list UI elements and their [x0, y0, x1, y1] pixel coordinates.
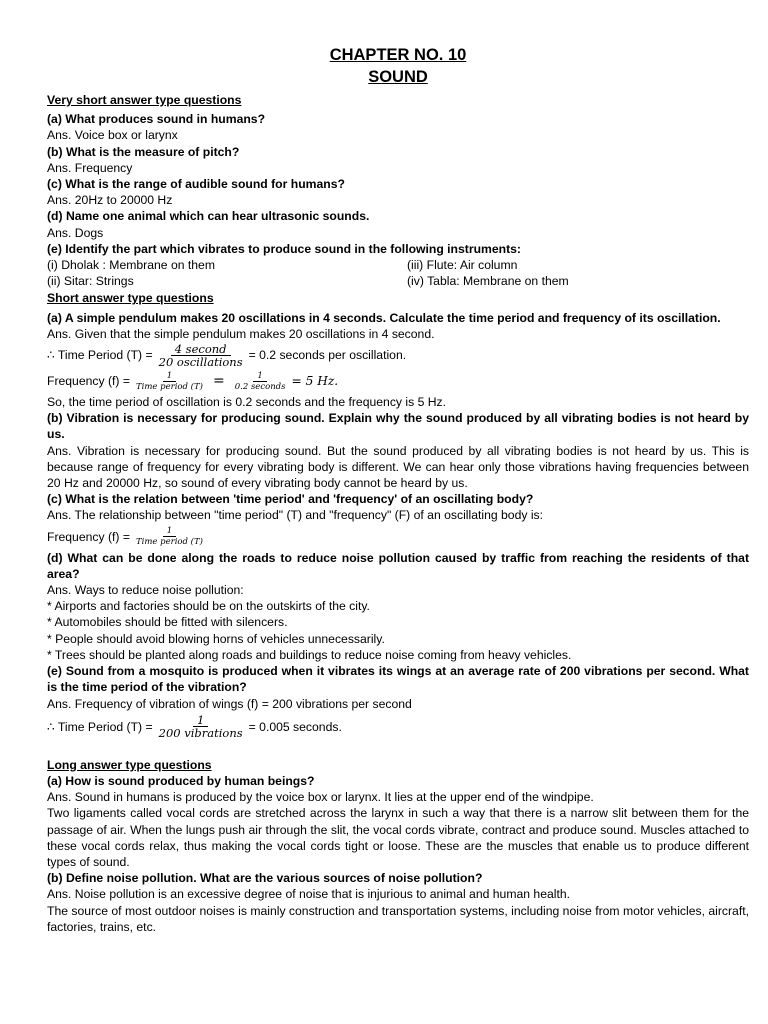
question: (c) What is the range of audible sound for humans?: [47, 177, 345, 192]
formula-label: Frequency (f) =: [47, 373, 130, 388]
denominator: Time period (T): [135, 381, 203, 392]
formula-result: = 0.005 seconds.: [248, 719, 342, 734]
equals-sign: =: [212, 372, 225, 389]
question: (a) A simple pendulum makes 20 oscillations in 4 seconds. Calculate the time period and frequency of its oscillation.: [47, 310, 721, 325]
question: (d) What can be done along the roads to reduce noise pollution caused by traffic from reaching the residents of that area?: [47, 550, 749, 581]
answer: Ans. Frequency of vibration of wings (f) = 200 vibrations per second: [47, 696, 412, 711]
bullet-item: * Trees should be planted along roads and buildings to reduce noise coming from heavy vehicles.: [47, 647, 572, 662]
numerator: 1: [163, 526, 176, 537]
question: (e) Sound from a mosquito is produced when it vibrates its wings at an average rate of 200 vibrations per second. What is the time period of the vibration?: [47, 664, 749, 695]
question: (b) Define noise pollution. What are the various sources of noise pollution?: [47, 871, 483, 886]
denominator: 20 oscillations: [158, 354, 243, 369]
document-page: [47, 44, 749, 935]
section-heading-long: Long answer type questions: [47, 757, 212, 772]
numerator: 1: [193, 714, 208, 727]
formula-result: = 5 Hz.: [291, 373, 339, 388]
frequency-relation-formula: [47, 524, 749, 550]
very-short-qa-list: [47, 111, 749, 289]
answer: Ans. Frequency: [47, 160, 133, 175]
bullet-item: * Automobiles should be fitted with silencers.: [47, 615, 288, 630]
answer: Ans. Vibration is necessary for producing sound. But the sound produced by all vibrating bodies is not heard by us. This is because range of frequency for every vibrating body is different. We can hear only those vibrations having frequencies between 20 Hz and 20000 Hz, so sound of every vibrating body cannot be heard by us.: [47, 443, 749, 491]
question: (a) How is sound produced by human beings?: [47, 773, 315, 788]
answer: Ans. Ways to reduce noise pollution:: [47, 583, 244, 598]
answer: Ans. Noise pollution is an excessive degree of noise that is injurious to animal and human health.: [47, 887, 571, 902]
formula-label: ∴ Time Period (T) =: [47, 719, 153, 734]
chapter-title: SOUND: [368, 68, 428, 86]
section-heading-short: Short answer type questions: [47, 291, 214, 306]
fraction: [132, 526, 207, 547]
numerator: 4 second: [171, 343, 231, 356]
answer: Ans. Voice box or larynx: [47, 128, 178, 143]
mosquito-time-period-formula: [47, 712, 749, 742]
instrument-list-row: [47, 273, 749, 289]
denominator: 200 vibrations: [158, 726, 243, 741]
spacer: [47, 742, 749, 756]
formula-result: = 0.2 seconds per oscillation.: [248, 347, 407, 362]
answer: Ans. The relationship between "time period" (T) and "frequency" (F) of an oscillating body is:: [47, 508, 544, 523]
instrument-item: (i) Dholak : Membrane on them: [47, 258, 215, 273]
formula-label: Frequency (f) =: [47, 529, 130, 544]
formula-label: ∴ Time Period (T) =: [47, 347, 153, 362]
question: (c) What is the relation between 'time period' and 'frequency' of an oscillating body?: [47, 492, 534, 507]
question: (b) Vibration is necessary for producing sound. Explain why the sound produced by all vibrating bodies is not heard by us.: [47, 411, 749, 442]
question: (b) What is the measure of pitch?: [47, 144, 240, 159]
answer-paragraph: Two ligaments called vocal cords are stretched across the larynx in such a way that there is a narrow slit between them for the passage of air. When the lungs push air through the slit, the vocal cords vibrate, contract and produce sound. Muscles attached to these vocal cords relax, thus making the vocal cords tight or loose. These are the muscles that enable us to produce different types of sound.: [47, 806, 749, 869]
instrument-list-row: [47, 257, 749, 273]
time-period-formula: [47, 342, 749, 368]
instrument-item: (ii) Sitar: Strings: [47, 274, 134, 289]
bullet-item: * Airports and factories should be on the outskirts of the city.: [47, 599, 370, 614]
numerator: 1: [163, 371, 176, 382]
chapter-number: CHAPTER NO. 10: [329, 46, 467, 64]
long-qa-list: [47, 773, 749, 935]
question: (e) Identify the part which vibrates to produce sound in the following instruments:: [47, 241, 521, 256]
answer: Ans. 20Hz to 20000 Hz: [47, 193, 173, 208]
denominator: 0.2 seconds: [234, 381, 286, 392]
answer: Ans. Sound in humans is produced by the voice box or larynx. It lies at the upper end of the windpipe.: [47, 790, 594, 805]
short-qa-list: [47, 310, 749, 742]
numerator: 1: [253, 371, 266, 382]
answer-paragraph: The source of most outdoor noises is mainly construction and transportation systems, including noise from motor vehicles, aircraft, factories, trains, etc.: [47, 903, 749, 934]
question: (d) Name one animal which can hear ultrasonic sounds.: [47, 209, 370, 224]
denominator: Time period (T): [135, 537, 203, 548]
section-heading-very-short: Very short answer type questions: [47, 93, 242, 107]
fraction: [132, 371, 207, 392]
answer: Ans. Given that the simple pendulum makes 20 oscillations in 4 second.: [47, 326, 435, 341]
fraction: [155, 343, 247, 368]
answer: Ans. Dogs: [47, 225, 104, 240]
instrument-item: (iii) Flute: Air column: [407, 258, 518, 273]
instrument-item: (iv) Tabla: Membrane on them: [407, 274, 569, 289]
question: (a) What produces sound in humans?: [47, 112, 266, 127]
fraction: [155, 714, 247, 739]
fraction: [231, 371, 290, 392]
answer-conclusion: So, the time period of oscillation is 0.2 seconds and the frequency is 5 Hz.: [47, 395, 447, 410]
frequency-formula: [47, 368, 749, 394]
bullet-item: * People should avoid blowing horns of vehicles unnecessarily.: [47, 631, 385, 646]
